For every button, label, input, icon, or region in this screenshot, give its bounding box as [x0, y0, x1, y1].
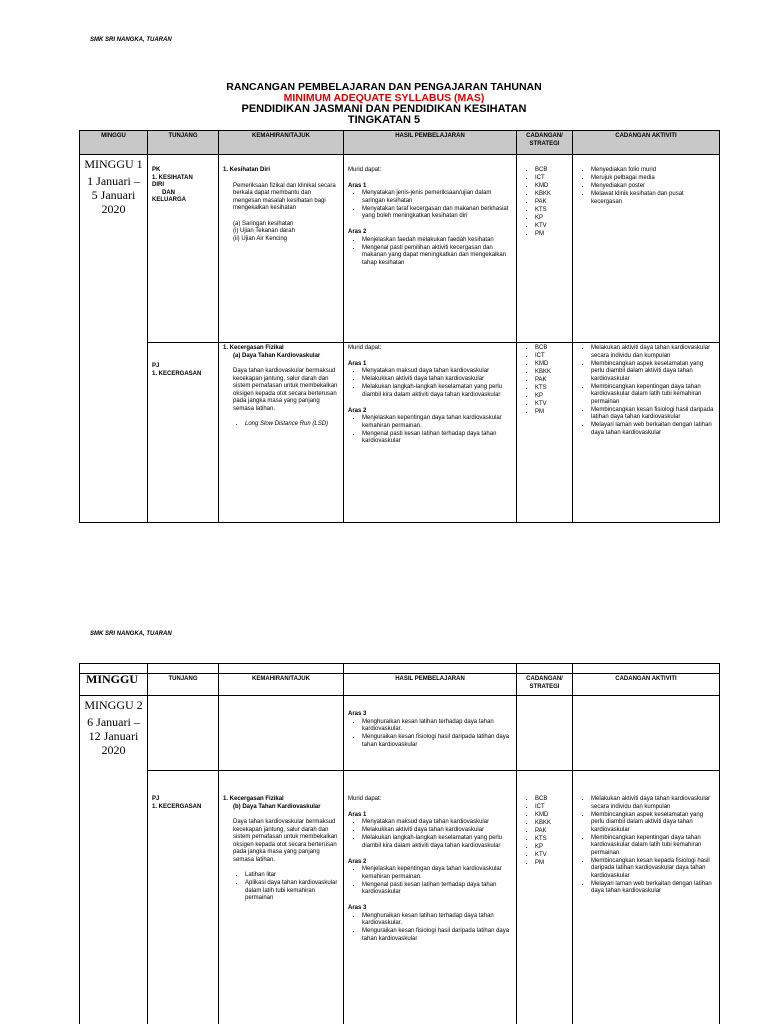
aras-list [362, 368, 512, 399]
list-item: • PM [535, 231, 568, 239]
tunjang-cell [148, 771, 219, 1024]
title-line-4: TINGKATAN 5 [347, 114, 421, 126]
list-item: • Melakukkan aktiviti daya tahan kardiovaskular [362, 827, 512, 835]
tunjang-line: KELUARGA [152, 197, 186, 203]
week-dates-end: 5 Januari [91, 188, 136, 202]
aras-label: Aras 2 [348, 858, 367, 865]
plan-table-week-2 [79, 663, 720, 1024]
kemahiran-subtitle: (b) Daya Tahan Kardiovaskular [233, 803, 321, 810]
list-item: • KBKK [535, 820, 568, 828]
kemahiran-subtitle: (a) Daya Tahan Kardiovaskular [233, 352, 321, 359]
aras-list [362, 719, 512, 750]
table-spacer-row [80, 664, 720, 674]
kemahiran-desc: Pemeriksaan fizikal dan klinikal secara berkala dapat membantu dan mengesan masalah kesihatan bagi mengekalkan kesihatan [233, 182, 336, 211]
list-item: • Menyatakan maksud daya tahan kardiovaskular [362, 819, 512, 827]
strategi-list [535, 345, 568, 417]
kemahiran-cell [219, 771, 344, 1024]
kemahiran-cell [219, 155, 344, 343]
list-item: • Menjelaskan kepentingan daya tahan kardiovaskular kemahiran permainan. [362, 866, 512, 881]
strategi-list [535, 167, 568, 239]
aktiviti-cell [573, 343, 720, 523]
col-cs-line1: CADANGAN/ [526, 676, 563, 682]
title-line-1: RANCANGAN PEMBELAJARAN DAN PENGAJARAN TAHUNAN [226, 81, 542, 93]
list-item: • BCB [535, 167, 568, 175]
kemahiran-items [223, 221, 339, 244]
list-item: • Membincangkan kepentingan daya tahan kardiovaskular dalam latih tubi kemahiran permainan [591, 384, 715, 407]
list-item: • Melawat klinik kesihatan dan pusat kecergasan [591, 191, 715, 206]
list-item: • KTV [535, 852, 568, 860]
col-tunjang: TUNJANG [148, 674, 219, 696]
list-item: • Membincangkan aspek keselamatan yang perlu diambil dalam aktiviti daya tahan kardiovaskular [591, 361, 715, 384]
kemahiran-desc: Daya tahan kardiovaskular bermaksud kecekapan jantung, salur darah dan sistem pernafasan untuk membekalkan oksigen kepada otot secara berterusan pada jangka masa yang panjang semasa latihan. [233, 819, 338, 863]
col-hasil: HASIL PEMBELAJARAN [344, 674, 517, 696]
school-name-header: SMK SRI NANGKA, TUARAN [90, 37, 172, 43]
list-item: • ICT [535, 804, 568, 812]
week-year: 2020 [101, 743, 126, 757]
list-item: • KP [535, 215, 568, 223]
list-item: • Mengenal pasti kesan latihan terhadap daya tahan kardiovaskular [362, 882, 512, 897]
strategi-cell [517, 771, 573, 1024]
kemahiran-item: (i) Ujian Tekanan darah [233, 228, 295, 234]
list-item: • KP [535, 393, 568, 401]
aras-label: Aras 1 [348, 811, 367, 818]
list-item: • Melayari laman web berkaitan dengan latihan daya tahan kardiovaskular [591, 422, 715, 437]
list-item: • ICT [535, 175, 568, 183]
list-item: • Melayari laman web berkaitan dengan latihan daya tahan kardiovaskular [591, 881, 715, 896]
col-cs-line1: CADANGAN/ [526, 133, 563, 139]
aktiviti-list [591, 796, 715, 896]
tunjang-code: PK [152, 167, 161, 173]
kemahiran-title: 1. Kesihatan Diri [223, 167, 271, 173]
tunjang-cell-empty [148, 696, 219, 771]
aras-list [362, 190, 512, 221]
list-item: • Membincangkan kesan fisiologi hasil daripada latihan daya tahan kardiovaskular [591, 407, 715, 422]
aras-label: Aras 1 [348, 182, 367, 189]
col-cadangan-strategi [517, 131, 573, 155]
hasil-cell [344, 155, 517, 343]
tunjang-line: DIRI [152, 182, 164, 188]
list-item: • KMD [535, 361, 568, 369]
list-item: • PM [535, 860, 568, 868]
col-cadangan-aktiviti: CADANGAN AKTIVITI [573, 131, 720, 155]
aktiviti-list [591, 167, 715, 206]
table-row [80, 696, 720, 771]
school-name-header: SMK SRI NANGKA, TUARAN [90, 631, 172, 637]
list-item: • Latihan litar [245, 872, 339, 880]
aras-label: Aras 2 [348, 407, 367, 414]
list-item: • BCB [535, 345, 568, 353]
week-cell [80, 155, 148, 523]
title-line-2: MINIMUM ADEQUATE SYLLABUS (MAS) [283, 92, 485, 104]
week-year: 2020 [101, 202, 126, 216]
table-header-row [80, 131, 720, 155]
list-item: • Aplikasi daya tahan kardiovaskular dalam latih tubi kemahiran permainan [245, 880, 339, 903]
kemahiran-item: (ii) Ujian Air Kencing [233, 235, 288, 242]
table-row [80, 343, 720, 523]
aktiviti-cell-empty [573, 696, 720, 771]
kemahiran-item: (a) Saringan kesihatan [233, 220, 294, 227]
list-item: • KTV [535, 223, 568, 231]
list-item: • Merujuk pelbagai media [591, 175, 715, 183]
list-item: • Mengenal pasti kesan latihan terhadap daya tahan kardiovaskular [362, 431, 512, 446]
col-cadangan-aktiviti: CADANGAN AKTIVITI [573, 674, 720, 696]
aras-list [362, 237, 512, 268]
list-item: • Melakukan langkah-langkah keselamatan yang perlu diambil kira dalam aktiviti daya tahan kardiovaskular [362, 835, 512, 850]
list-item: • PAK [535, 377, 568, 385]
col-tunjang: TUNJANG [148, 131, 219, 155]
tunjang-code: PJ [152, 796, 160, 802]
week-cell [80, 696, 148, 1024]
kemahiran-desc: Daya tahan kardiovaskular bermaksud kecekapan jantung, salur darah dan sistem pernafasan untuk membekalkan oksigen kepada otot secara berterusan pada jangka masa yang panjang semasa latihan. [233, 368, 338, 412]
list-item: • KTS [535, 385, 568, 393]
col-kemahiran: KEMAHIRAN/TAJUK [219, 131, 344, 155]
aras-label: Aras 2 [348, 229, 367, 235]
table-header-row [80, 674, 720, 696]
aktiviti-list [591, 345, 715, 437]
list-item: • KMD [535, 183, 568, 191]
list-item: • Menyatakan jenis-jenis pemeriksaan/ujian dalam saringan kesihatan [362, 190, 512, 205]
strategi-cell [517, 343, 573, 523]
tunjang-cell [148, 155, 219, 343]
list-item: • BCB [535, 796, 568, 804]
list-item: • Menyatakan taraf kecergasan dan makanan berkhasiat yang boleh meningkatkan kesihatan diri [362, 206, 512, 221]
list-item: • Melakukan aktiviti daya tahan kardiovaskular secara individu dan kumpulan [591, 796, 715, 811]
col-cadangan-strategi [517, 674, 573, 696]
tunjang-cell [148, 343, 219, 523]
strategi-list [535, 796, 568, 868]
kemahiran-cell [219, 343, 344, 523]
document-titles [0, 82, 768, 126]
list-item: • Long Slow Distance Run (LSD) [245, 421, 339, 429]
aras-list [362, 415, 512, 446]
list-item: • Menghuraikan kesan latihan terhadap daya tahan kardiovaskular. [362, 719, 512, 734]
week-label: MINGGU 2 [84, 698, 143, 712]
week-dates-end: 12 Januari [88, 729, 139, 743]
aras-list [362, 913, 512, 944]
col-kemahiran: KEMAHIRAN/TAJUK [219, 674, 344, 696]
week-label: MINGGU 1 [84, 157, 143, 171]
tunjang-line: 1. KECERGASAN [152, 370, 202, 377]
list-item: • Membincangkan aspek keselamatan yang perlu diambil dalam aktiviti daya tahan kardiovaskular [591, 812, 715, 835]
aras-label: Aras 3 [348, 905, 367, 911]
kemahiran-title: 1. Kecergasan Fizikal [223, 345, 284, 351]
list-item: • PAK [535, 828, 568, 836]
aras-label: Aras 3 [348, 711, 367, 717]
col-hasil: HASIL PEMBELAJARAN [344, 131, 517, 155]
table-row [80, 771, 720, 1024]
list-item: • Mengenal pasti pemilihan aktiviti kecergasan dan makanan yang dapat meningkatkan dan mengekalkan tahap kesihatan [362, 245, 512, 268]
col-cs-line2: STRATEGI [529, 140, 560, 147]
list-item: • ICT [535, 353, 568, 361]
aras-label: Aras 1 [348, 360, 367, 367]
kemahiran-items [245, 872, 339, 903]
aras-list [362, 866, 512, 897]
week-dates-start: 1 Januari – [87, 174, 140, 188]
list-item: • Membincangkan kepentingan daya tahan kardiovaskular dalam latih tubi kemahiran permainan [591, 835, 715, 858]
strategi-cell [517, 155, 573, 343]
kemahiran-items [245, 421, 339, 429]
hasil-intro: Murid dapat: [348, 796, 382, 802]
plan-table-week-1 [79, 130, 720, 523]
kemahiran-title: 1. Kecergasan Fizikal [223, 796, 284, 802]
col-minggu: MINGGU [80, 131, 148, 155]
list-item: • KTS [535, 207, 568, 215]
aktiviti-cell [573, 155, 720, 343]
list-item: • KTS [535, 836, 568, 844]
col-minggu: MINGGU [80, 674, 148, 696]
list-item: • KMD [535, 812, 568, 820]
list-item: • KTV [535, 401, 568, 409]
strategi-cell-empty [517, 696, 573, 771]
list-item: • Menguraikan kesan fisiologi hasil daripada latihan daya tahan kardiovaskular [362, 928, 512, 943]
hasil-cell [344, 343, 517, 523]
list-item: • Menyediakan folio murid [591, 167, 715, 175]
week-dates-start: 6 Januari – [87, 715, 140, 729]
list-item: • KP [535, 844, 568, 852]
list-item: • PAK [535, 199, 568, 207]
list-item: • Melakukkan aktiviti daya tahan kardiovaskular [362, 376, 512, 384]
aras-list [362, 819, 512, 850]
aktiviti-cell [573, 771, 720, 1024]
hasil-cell [344, 771, 517, 1024]
list-item: • KBKK [535, 191, 568, 199]
list-item: • Melakukan aktiviti daya tahan kardiovaskular secara individu dan kumpulan [591, 345, 715, 360]
title-line-3: PENDIDIKAN JASMANI DAN PENDIDIKAN KESIHATAN [241, 103, 527, 115]
col-cs-line2: STRATEGI [529, 683, 560, 690]
list-item: • Melakukan langkah-langkah keselamatan yang perlu diambil kira dalam aktiviti daya tahan kardiovaskular [362, 384, 512, 399]
list-item: • KBKK [535, 369, 568, 377]
list-item: • Menjelaskan kepentingan daya tahan kardiovaskular kemahiran permainan. [362, 415, 512, 430]
list-item: • Menghuraikan kesan latihan terhadap daya tahan kardiovaskular. [362, 913, 512, 928]
list-item: • Menguraikan kesan fisiologi hasil daripada latihan daya tahan kardiovaskular [362, 734, 512, 749]
list-item: • PM [535, 409, 568, 417]
hasil-intro: Murid dapat: [348, 167, 382, 173]
kemahiran-cell-empty [219, 696, 344, 771]
list-item: • Menyatakan maksud daya tahan kardiovaskular [362, 368, 512, 376]
table-row [80, 155, 720, 343]
tunjang-line: DAN [162, 189, 175, 196]
tunjang-code: PJ [152, 363, 160, 369]
list-item: • Membincangkan kesan kepada fisiologi hasil daripada latihan kardiovaskular daya tahan kardiovaskular [591, 858, 715, 881]
tunjang-line: 1. KESIHATAN [152, 174, 193, 181]
hasil-intro: Murid dapat: [348, 345, 382, 351]
tunjang-line: 1. KECERGASAN [152, 803, 202, 810]
hasil-cell [344, 696, 517, 771]
list-item: • Menjelaskan faedah melakukan faedah kesihatan [362, 237, 512, 245]
list-item: • Menyediakan poster [591, 183, 715, 191]
